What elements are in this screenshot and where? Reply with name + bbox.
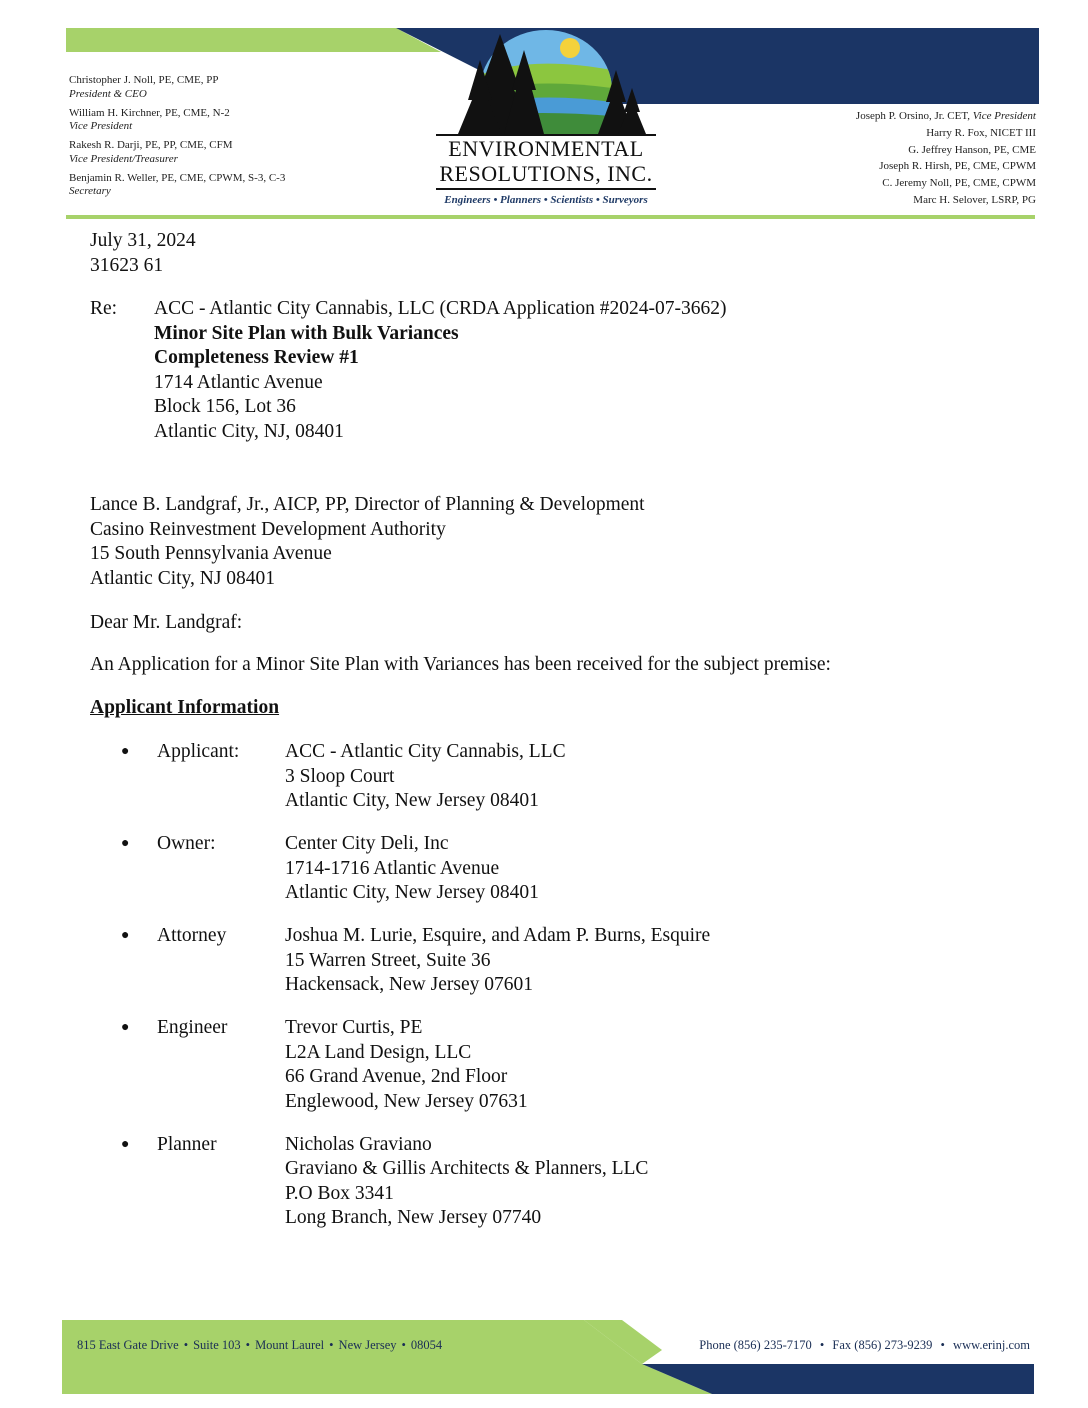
staff-role: Vice President/Treasurer (69, 152, 178, 165)
info-value (285, 1016, 528, 1114)
subject-line: Completeness Review #1 (154, 347, 359, 368)
staff-name: G. Jeffrey Hanson, PE, CME (908, 143, 1036, 156)
logo-tagline: Engineers • Planners • Scientists • Surveyors (444, 194, 648, 206)
company-logo (420, 30, 672, 215)
footer-phone: Phone (856) 235-7170 (699, 1338, 812, 1352)
footer-address-part: Mount Laurel (255, 1338, 325, 1352)
recipient-line: Atlantic City, NJ 08401 (90, 567, 276, 589)
info-line: Atlantic City, New Jersey 08401 (285, 882, 539, 903)
applicant-info-item (118, 1016, 918, 1114)
recipient-address (90, 493, 645, 591)
info-value (285, 740, 566, 814)
footer-address (77, 1338, 442, 1353)
info-line: Trevor Curtis, PE (285, 1017, 423, 1038)
staff-role: Secretary (69, 185, 111, 198)
staff-member (69, 139, 399, 167)
info-line: Graviano & Gillis Architects & Planners, LLC (285, 1158, 649, 1179)
staff-member (69, 107, 399, 135)
footer-website-link[interactable]: www.erinj.com (953, 1338, 1030, 1352)
bullet-icon: ● (121, 744, 130, 759)
right-staff-others (696, 125, 1036, 209)
date-block (90, 229, 196, 278)
bullet-icon: ● (121, 928, 130, 943)
left-staff-list (69, 74, 399, 204)
staff-role: Vice President (69, 120, 133, 133)
staff-role: Vice President (972, 110, 1036, 122)
info-value (285, 832, 539, 906)
applicant-info-item (118, 740, 918, 814)
subject-line: Minor Site Plan with Bulk Variances (154, 322, 459, 344)
footer-color-band (62, 1320, 1034, 1394)
info-line: 1714-1716 Atlantic Avenue (285, 857, 500, 879)
info-line: P.O Box 3341 (285, 1182, 394, 1204)
applicant-info-item (118, 924, 918, 998)
separator-dot: • (819, 1338, 825, 1352)
letter-date: July 31, 2024 (90, 230, 196, 251)
staff-name: Joseph P. Orsino, Jr. CET, (855, 110, 971, 122)
bullet-icon: ● (121, 836, 130, 851)
applicant-info-item (118, 1133, 918, 1231)
footer-address-part: Suite 103 (193, 1338, 241, 1352)
subject-block (154, 297, 727, 444)
subject-line: 1714 Atlantic Avenue (154, 371, 323, 393)
staff-name: Joseph R. Hirsh, PE, CME, CPWM (879, 160, 1036, 173)
right-staff-first (696, 108, 1036, 125)
recipient-line: Lance B. Landgraf, Jr., AICP, PP, Director of Planning & Development (90, 494, 645, 515)
info-label: Planner (157, 1133, 217, 1155)
footer-fax: Fax (856) 273-9239 (832, 1338, 933, 1352)
info-value (285, 924, 710, 998)
letterhead (0, 0, 1088, 225)
logo-name-line2: RESOLUTIONS, INC. (439, 161, 653, 186)
staff-name: C. Jeremy Noll, PE, CME, CPWM (882, 177, 1036, 190)
staff-name: Harry R. Fox, NICET III (926, 126, 1036, 139)
subject-line: Atlantic City, NJ, 08401 (154, 420, 344, 442)
staff-role: President & CEO (69, 87, 147, 100)
separator-dot: • (183, 1338, 189, 1352)
info-value (285, 1133, 648, 1231)
info-line: 3 Sloop Court (285, 765, 395, 787)
intro-paragraph: An Application for a Minor Site Plan with Variances has been received for the subject premise: (90, 654, 831, 675)
staff-member (69, 74, 399, 102)
staff-name: Rakesh R. Darji, PE, PP, CME, CFM (69, 139, 233, 151)
info-line: Nicholas Graviano (285, 1133, 432, 1155)
logo-rule-bottom (436, 188, 656, 190)
bullet-icon: ● (121, 1020, 130, 1035)
separator-dot: • (401, 1338, 406, 1352)
logo-name-line1: ENVIRONMENTAL (448, 136, 644, 161)
staff-name: Marc H. Selover, LSRP, PG (913, 194, 1036, 207)
info-line: 15 Warren Street, Suite 36 (285, 949, 491, 971)
info-line: Long Branch, New Jersey 07740 (285, 1207, 542, 1228)
bullet-icon: ● (121, 1136, 130, 1152)
info-line: L2A Land Design, LLC (285, 1041, 472, 1063)
salutation: Dear Mr. Landgraf: (90, 612, 243, 633)
recipient-line: Casino Reinvestment Development Authority (90, 518, 446, 540)
separator-dot: • (329, 1338, 334, 1352)
right-staff-list (696, 108, 1036, 209)
info-line: Center City Deli, Inc (285, 833, 449, 854)
separator-dot: • (245, 1338, 251, 1352)
footer-address-part: 815 East Gate Drive (77, 1338, 179, 1352)
info-line: 66 Grand Avenue, 2nd Floor (285, 1066, 508, 1087)
staff-member (69, 172, 399, 200)
info-label: Owner: (157, 833, 216, 854)
separator-dot: • (940, 1338, 945, 1352)
footer-address-part: 08054 (410, 1338, 443, 1352)
section-heading: Applicant Information (90, 697, 280, 718)
subject-line: Block 156, Lot 36 (154, 396, 296, 417)
info-line: Englewood, New Jersey 07631 (285, 1090, 528, 1112)
staff-name: Christopher J. Noll, PE, CME, PP (69, 74, 219, 86)
info-line: Hackensack, New Jersey 07601 (285, 974, 533, 995)
header-divider (66, 215, 1035, 219)
footer-contact (699, 1338, 1030, 1353)
applicant-info-list (118, 740, 918, 1249)
staff-name: Benjamin R. Weller, PE, CME, CPWM, S-3, C-3 (69, 171, 286, 184)
info-label: Attorney (157, 925, 227, 946)
info-line: Joshua M. Lurie, Esquire, and Adam P. Burns, Esquire (285, 925, 711, 946)
file-number: 31623 61 (90, 254, 164, 276)
info-line: ACC - Atlantic City Cannabis, LLC (285, 741, 566, 762)
info-label: Engineer (157, 1017, 228, 1038)
re-label: Re: (90, 298, 118, 319)
recipient-line: 15 South Pennsylvania Avenue (90, 543, 332, 564)
info-line: Atlantic City, New Jersey 08401 (285, 790, 539, 811)
subject-line: ACC - Atlantic City Cannabis, LLC (CRDA Application #2024-07-3662) (154, 298, 727, 319)
footer-address-part: New Jersey (338, 1338, 397, 1352)
applicant-info-item (118, 832, 918, 906)
footer (0, 1315, 1088, 1397)
landscape-logo-icon (420, 30, 672, 134)
staff-name: William H. Kirchner, PE, CME, N-2 (69, 106, 230, 119)
info-label: Applicant: (157, 741, 240, 762)
